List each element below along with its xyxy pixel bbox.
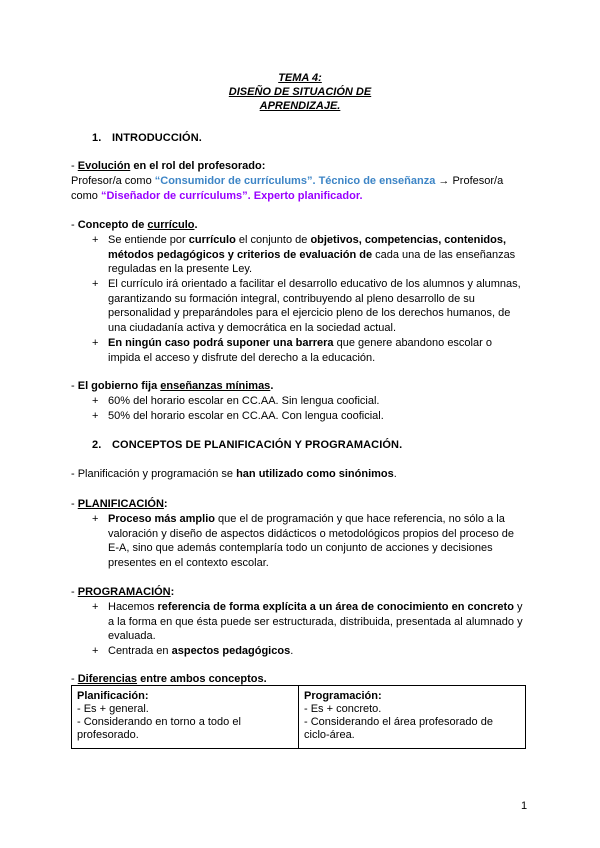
cell-text: - Es + general. <box>77 703 149 715</box>
text: Se entiende por <box>108 234 189 246</box>
text: Proceso más amplio <box>108 513 215 525</box>
text: . <box>270 380 274 392</box>
plus-bullet-icon: + <box>92 601 99 613</box>
cell-text: ciclo-área. <box>304 729 355 741</box>
page-number: 1 <box>521 800 528 812</box>
plus-bullet-icon: + <box>92 410 99 422</box>
disenador-text: “Diseñador de currículums”. Experto planificador. <box>100 190 363 202</box>
text: objetivos, competencias, contenidos, <box>310 234 507 246</box>
title-line-1: TEMA 4: <box>278 72 322 84</box>
text: El currículo irá orientado a facilitar el desarrollo educativo de los alumnos y alumnas, <box>108 278 521 290</box>
cell-text: - Es + concreto. <box>304 703 382 715</box>
text: impida el acceso y disfrute del derecho a la educación. <box>108 351 376 364</box>
plus-bullet-icon: + <box>92 337 99 349</box>
text: reguladas en la presente Ley. <box>108 263 253 276</box>
dash: - <box>71 380 78 392</box>
concepto-heading <box>71 218 198 233</box>
text: En ningún caso podrá suponer una barrera <box>108 337 334 349</box>
evolucion-line-2 <box>71 174 503 189</box>
section-2-title: CONCEPTOS DE PLANIFICACIÓN Y PROGRAMACIÓN. <box>112 439 403 451</box>
title-line-3: APRENDIZAJE. <box>259 100 341 112</box>
text: presentes en el contexto escolar. <box>108 556 269 569</box>
text: → Profesor/a <box>435 175 504 187</box>
cell-header: Planificación: <box>77 690 149 702</box>
text: métodos pedagógicos y criterios de evaluación de <box>108 248 373 261</box>
cell-text: - Considerando en torno a todo el <box>77 716 241 728</box>
cell-header: Programación: <box>304 690 382 702</box>
text: aspectos pedagógicos <box>171 645 291 657</box>
text: Centrada en <box>108 645 172 657</box>
evolucion-rest: en el rol del profesorado: <box>130 160 266 172</box>
text: garantizando su formación integral, contribuyendo al pleno desarrollo de su <box>108 292 475 305</box>
table-cell-programacion <box>299 686 526 749</box>
consumidor-text: “Consumidor de currículums”. Técnico de enseñanza <box>154 175 436 187</box>
text: que el de programación y que hace referencia, no sólo a la <box>215 513 505 525</box>
dash: - <box>71 586 78 598</box>
plus-bullet-icon: + <box>92 278 99 290</box>
text: y <box>513 601 523 613</box>
text: : <box>163 498 168 510</box>
curriculo-keyword: currículo <box>147 219 195 231</box>
text: que genere abandono escolar o <box>333 337 492 349</box>
diferencias-table <box>71 685 526 749</box>
text: han utilizado como sinónimos <box>236 468 394 480</box>
cell-text: - Considerando el área profesorado de <box>304 716 493 728</box>
section-1-title: INTRODUCCIÓN. <box>112 132 202 144</box>
planificacion-heading <box>71 497 168 512</box>
text: 50% del horario escolar en CC.AA. Con lengua cooficial. <box>108 410 384 422</box>
dash: - <box>71 219 78 231</box>
text: - Planificación y programación se <box>71 468 237 480</box>
table-row <box>72 686 526 749</box>
dash: - <box>71 673 78 685</box>
text: evaluada. <box>108 630 156 643</box>
text: : <box>170 586 175 598</box>
text: Hacemos <box>108 601 158 613</box>
programacion-keyword: PROGRAMACIÓN <box>77 586 171 598</box>
ensenanzas-keyword: enseñanzas mínimas <box>160 380 271 392</box>
text: una ciudadanía activa y democrática en la sociedad actual. <box>108 321 397 334</box>
section-2-heading <box>92 438 402 453</box>
section-1-heading <box>92 131 202 146</box>
cell-text: profesorado. <box>77 729 139 741</box>
text: . <box>194 219 198 231</box>
plus-bullet-icon: + <box>92 234 99 246</box>
planificacion-keyword: PLANIFICACIÓN <box>77 498 164 510</box>
programacion-heading <box>71 585 174 600</box>
section-2-number: 2. <box>92 439 102 451</box>
text: cada una de las enseñanzas <box>372 248 516 261</box>
text: personalidad y preparándoles para el ejercicio pleno de los derechos humanos, de <box>108 307 511 320</box>
evolucion-keyword: Evolución <box>77 160 131 172</box>
text: valoración y diseño de aspectos didácticos o metodológicos propios del proceso de <box>108 527 515 540</box>
text: 60% del horario escolar en CC.AA. Sin lengua cooficial. <box>108 395 380 407</box>
diferencias-keyword: Diferencias <box>77 673 138 685</box>
text: el conjunto de <box>235 234 311 246</box>
dash: - <box>71 160 78 172</box>
text: a la forma en que ésta puede ser estructurada, distribuida, presentada al alumnado y <box>108 615 523 628</box>
gobierno-heading <box>71 379 273 394</box>
evolucion-line-3 <box>71 189 363 204</box>
text: como <box>71 190 101 202</box>
text: currículo <box>188 234 236 246</box>
dash: - <box>71 498 78 510</box>
text: referencia de forma explícita a un área de conocimiento en concreto <box>157 601 514 613</box>
title-line-2: DISEÑO DE SITUACIÓN DE <box>228 86 372 98</box>
plus-bullet-icon: + <box>92 645 99 657</box>
text: Profesor/a como <box>71 175 155 187</box>
plus-bullet-icon: + <box>92 513 99 525</box>
text: E-A, sino que además contemplaría todo un conjunto de acciones y decisiones <box>108 542 493 555</box>
text: entre ambos conceptos. <box>137 673 267 685</box>
section-1-number: 1. <box>92 132 102 144</box>
text: Concepto de <box>77 219 148 231</box>
text: . <box>393 468 397 480</box>
sinonimos-line <box>71 467 397 482</box>
evolucion-heading <box>71 159 265 174</box>
table-cell-planificacion <box>72 686 299 749</box>
text: El gobierno fija <box>77 380 161 392</box>
plus-bullet-icon: + <box>92 395 99 407</box>
text: . <box>290 645 294 657</box>
